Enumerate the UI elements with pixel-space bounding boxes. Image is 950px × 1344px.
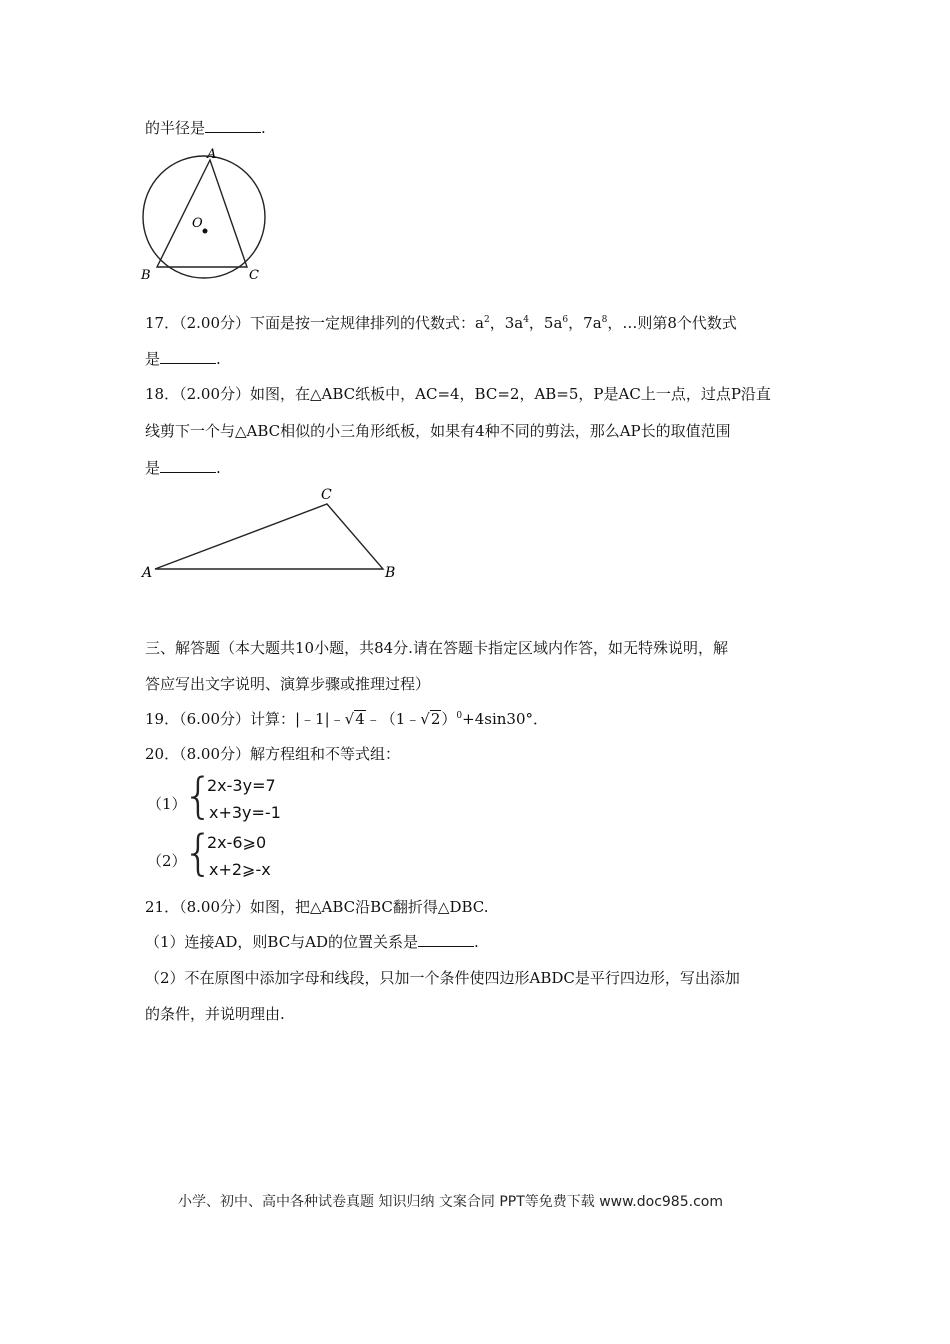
triangle-figure [140, 484, 410, 584]
section3-line2: 答应写出文字说明、演算步骤或推理过程） [145, 675, 431, 693]
label-b2: B [385, 565, 396, 581]
circle-triangle-figure [135, 145, 275, 285]
q20-title: 20．（8.00分）解方程组和不等式组： [145, 745, 400, 763]
triangle-abc [157, 160, 247, 267]
label-o: O [192, 216, 203, 231]
q20-system-1: （1） { 2x-3y=7 x+3y=-1 [147, 768, 281, 824]
q18-line2: 线剪下一个与△ABC相似的小三角形纸板，如果有4种不同的剪法，那么AP长的取值范围 [145, 422, 731, 440]
q16-tail: 的半径是 . [145, 119, 266, 137]
label-a2: A [142, 565, 153, 581]
q17-line1: 17．（2.00分）下面是按一定规律排列的代数式：$a^2$，$3a^4$，$5a^6$，$7a^8$，…则第8个代数式 [145, 314, 737, 332]
label-a: A [207, 147, 217, 162]
section3-line1: 三、解答题（本大题共10小题，共84分.请在答题卡指定区域内作答，如无特殊说明，解 [145, 639, 728, 657]
q21-part2-line1: （2）不在原图中添加字母和线段，只加一个条件使四边形ABDC是平行四边形，写出添加 [145, 969, 740, 987]
footer-text: 小学、初中、高中各种试卷真题 知识归纳 文案合同 PPT等免费下载 www.doc985.com [178, 1194, 723, 1210]
answer-blank [418, 932, 474, 947]
q18-line1: 18．（2.00分）如图，在△ABC纸板中，AC=4，BC=2，AB=5，P是AC上一点，过点P沿直 [145, 385, 771, 403]
answer-blank [205, 118, 261, 133]
q17-line2: 是 . [145, 350, 221, 368]
brace-icon: { [183, 768, 214, 824]
label-b: B [141, 268, 151, 283]
q21-title: 21．（8.00分）如图，把△ABC沿BC翻折得△DBC. [145, 898, 489, 916]
label-c: C [249, 268, 259, 283]
triangle-abc-2 [155, 504, 383, 569]
answer-blank [160, 458, 216, 473]
sqrt-icon: √ [344, 710, 355, 728]
label-c2: C [321, 487, 332, 503]
brace-icon: { [183, 825, 214, 881]
center-point [203, 229, 208, 234]
answer-blank [160, 349, 216, 364]
q21-part2-line2: 的条件，并说明理由. [145, 1005, 285, 1023]
q21-part1: （1）连接AD，则BC与AD的位置关系是 . [145, 933, 479, 951]
q18-line3: 是 . [145, 459, 221, 477]
q20-system-2: （2） { 2x-6⩾0 x+2⩾-x [147, 825, 271, 881]
sqrt-icon: √ [420, 710, 430, 728]
q19: 19．（6.00分）计算：|﹣1|﹣√4﹣（1﹣√2）$^0$+4sin30°． [145, 710, 549, 728]
